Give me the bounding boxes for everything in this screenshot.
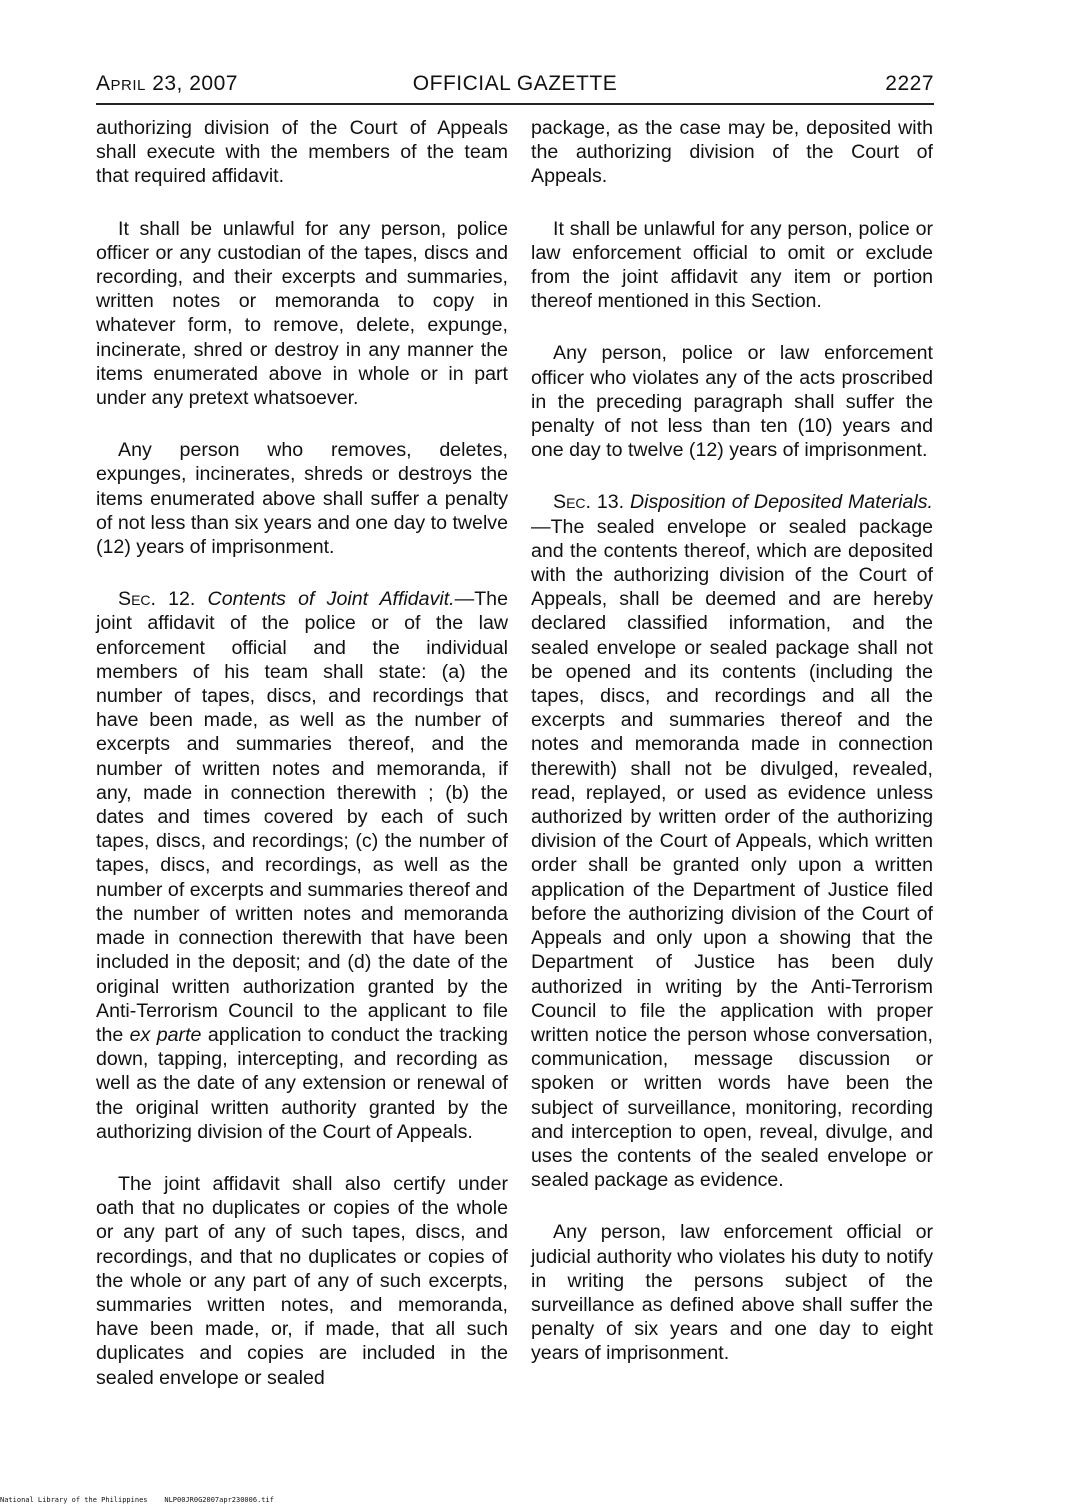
- section-13-body: —The sealed envelope or sealed package and the contents thereof, which are deposited with the authorizing division of the Court of Appeals, shall be deemed and are hereby declared classified information, and the sealed envelope or sealed package shall not be opened and its contents (including the tapes, discs, and recordings and all the excerpts and summaries thereof and the notes and memoranda made in connection therewith) shall not be divulged, revealed, read, replayed, or used as evidence unless authorized by written order of the authorizing division of the Court of Appeals, which written order shall be granted only upon a written application of the Department of Justice filed before the authorizing division of the Court of Appeals and only upon a showing that the Department of Justice has been duly authorized in writing by the Anti-Terrorism Council to file the application with proper written notice the person whose conversation, communication, message discussion or spoken or written words have been the subject of surveillance, monitoring, recording and interception to open, reveal, divulge, and uses the contents of the sealed envelope or sealed package as evidence.: [531, 515, 933, 1192]
- scan-footer: National Library of the Philippines NLP00JR0G2007apr230006.tif: [0, 1496, 274, 1504]
- header-rule: [96, 103, 934, 105]
- running-header: [96, 72, 934, 96]
- section-12-heading: Contents of Joint Affidavit.: [207, 588, 455, 611]
- section-12: [96, 587, 508, 1144]
- section-12-label: Sec. 12.: [118, 588, 196, 611]
- section-13: [531, 490, 933, 1192]
- right-paragraph-notification-penalty: Any person, law enforcement official or judicial authority who violates his duty to notify in writing the persons subject of the surveillance as defined above shall suffer the penalty of six years and one day to eight years of imprisonment.: [531, 1221, 933, 1365]
- issue-date: April 23, 2007: [96, 72, 238, 95]
- section-12-body-b: application to conduct the tracking down, tapping, intercepting, and recording as well as the date of any extension or renewal of the original written authority granted by the authorizing division of the Court of Appeals.: [96, 1023, 508, 1143]
- page-number: 2227: [885, 72, 934, 95]
- left-column: [96, 116, 508, 1390]
- publication-title: OFFICIAL GAZETTE: [412, 72, 618, 95]
- left-paragraph-certification: The joint affidavit shall also certify under oath that no duplicates or copies of the whole or any part of any of such tapes, discs, and recordings, and that no duplicates or copies of the whole or any part of any of such excerpts, summaries written notes, and memoranda, have been made, or, if made, that all such duplicates and copies are included in the sealed envelope or sealed: [96, 1172, 508, 1389]
- right-paragraph-penalty: Any person, police or law enforcement officer who violates any of the acts proscribed in the preceding paragraph shall suffer the penalty of not less than ten (10) years and one day to twelve (12) years of imprisonment.: [531, 342, 933, 462]
- section-13-label: Sec. 13.: [553, 491, 625, 514]
- section-12-body-a: —The joint affidavit of the police or of the law enforcement official and the individual members of his team shall state: (a) the number of tapes, discs, and recordings that have been made, as well as the number of excerpts and summaries thereof, and the number of written notes and memoranda, if any, made in connection therewith ; (b) the dates and times covered by each of such tapes, discs, and recordings; (c) the number of tapes, discs, and recordings, as well as the number of excerpts and summaries thereof and the number of written notes and memoranda made in connection therewith that have been included in the deposit; and (d) the date of the original written authorization granted by the Anti-Terrorism Council to the applicant to file the: [96, 588, 508, 1046]
- section-13-heading: Disposition of Deposited Materials.: [629, 491, 933, 514]
- section-12-italic-term: ex parte: [129, 1023, 202, 1046]
- left-paragraph-unlawful-copying: It shall be unlawful for any person, police officer or any custodian of the tapes, discs and recording, and their excerpts and summaries, written notes or memoranda to copy in whatever form, to remove, delete, expunge, incinerate, shred or destroy in any manner the items enumerated above in whole or in part under any pretext whatsoever.: [96, 217, 508, 410]
- right-paragraph-continuation: package, as the case may be, deposited with the authorizing division of the Court of Appeals.: [531, 117, 933, 188]
- left-paragraph-continuation: authorizing division of the Court of Appeals shall execute with the members of the team that required affidavit.: [96, 117, 508, 188]
- right-paragraph-unlawful-omission: It shall be unlawful for any person, police or law enforcement official to omit or exclude from the joint affidavit any item or portion thereof mentioned in this Section.: [531, 217, 933, 313]
- left-paragraph-penalty: Any person who removes, deletes, expunges, incinerates, shreds or destroys the items enumerated above shall suffer a penalty of not less than six years and one day to twelve (12) years of imprisonment.: [96, 439, 508, 559]
- right-column: [531, 116, 933, 1366]
